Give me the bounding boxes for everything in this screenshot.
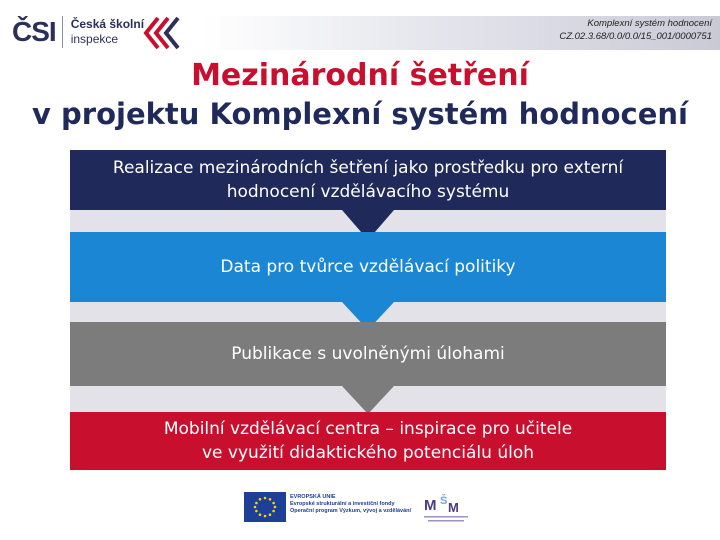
step-1-line2: hodnocení vzdělávacího systému <box>226 182 510 202</box>
eu-line2: Evropské strukturální a investiční fondy <box>290 501 395 507</box>
eu-flag-icon <box>244 492 286 522</box>
msmt-logo-icon <box>418 490 474 526</box>
logo-name-line1: Česká školní <box>70 17 145 31</box>
step-4-box <box>70 412 666 470</box>
step-2-box <box>70 232 666 302</box>
page-title <box>0 57 720 133</box>
project-name: Komplexní systém hodnocení <box>587 18 712 29</box>
eu-line3: Operační program Výzkum, vývoj a vzdělávání <box>290 508 412 514</box>
step-1-box <box>70 150 666 210</box>
logo-mark: ČSI <box>12 16 56 47</box>
logo-divider <box>62 16 63 48</box>
step-4-line1: Mobilní vzdělávací centra – inspirace pro učitele <box>163 419 573 439</box>
chevrons-icon <box>140 14 180 52</box>
logo-name <box>71 17 144 47</box>
csi-logo <box>12 12 144 52</box>
title-line2: v projektu Komplexní systém hodnocení <box>32 97 688 131</box>
project-info <box>559 17 712 43</box>
step-3-label: Publikace s uvolněnými úlohami <box>231 344 505 364</box>
step-4-line2: ve využití didaktického potenciálu úloh <box>202 443 534 463</box>
svg-text:M: M <box>424 497 437 514</box>
eu-funding-text <box>290 494 411 515</box>
eu-line1: EVROPSKÁ UNIE <box>290 494 336 500</box>
step-1-line1: Realizace mezinárodních šetření jako prostředku pro externí <box>112 158 624 178</box>
step-2-label: Data pro tvůrce vzdělávací politiky <box>220 257 516 277</box>
svg-text:Š: Š <box>440 495 448 507</box>
project-code: CZ.02.3.68/0.0/0.0/15_001/0000751 <box>559 31 712 42</box>
arrow-down-icon <box>342 386 394 414</box>
svg-text:M: M <box>448 500 459 515</box>
step-3-box <box>70 322 666 386</box>
title-line1: Mezinárodní šetření <box>191 58 529 93</box>
logo-name-line2: inspekce <box>70 32 119 46</box>
